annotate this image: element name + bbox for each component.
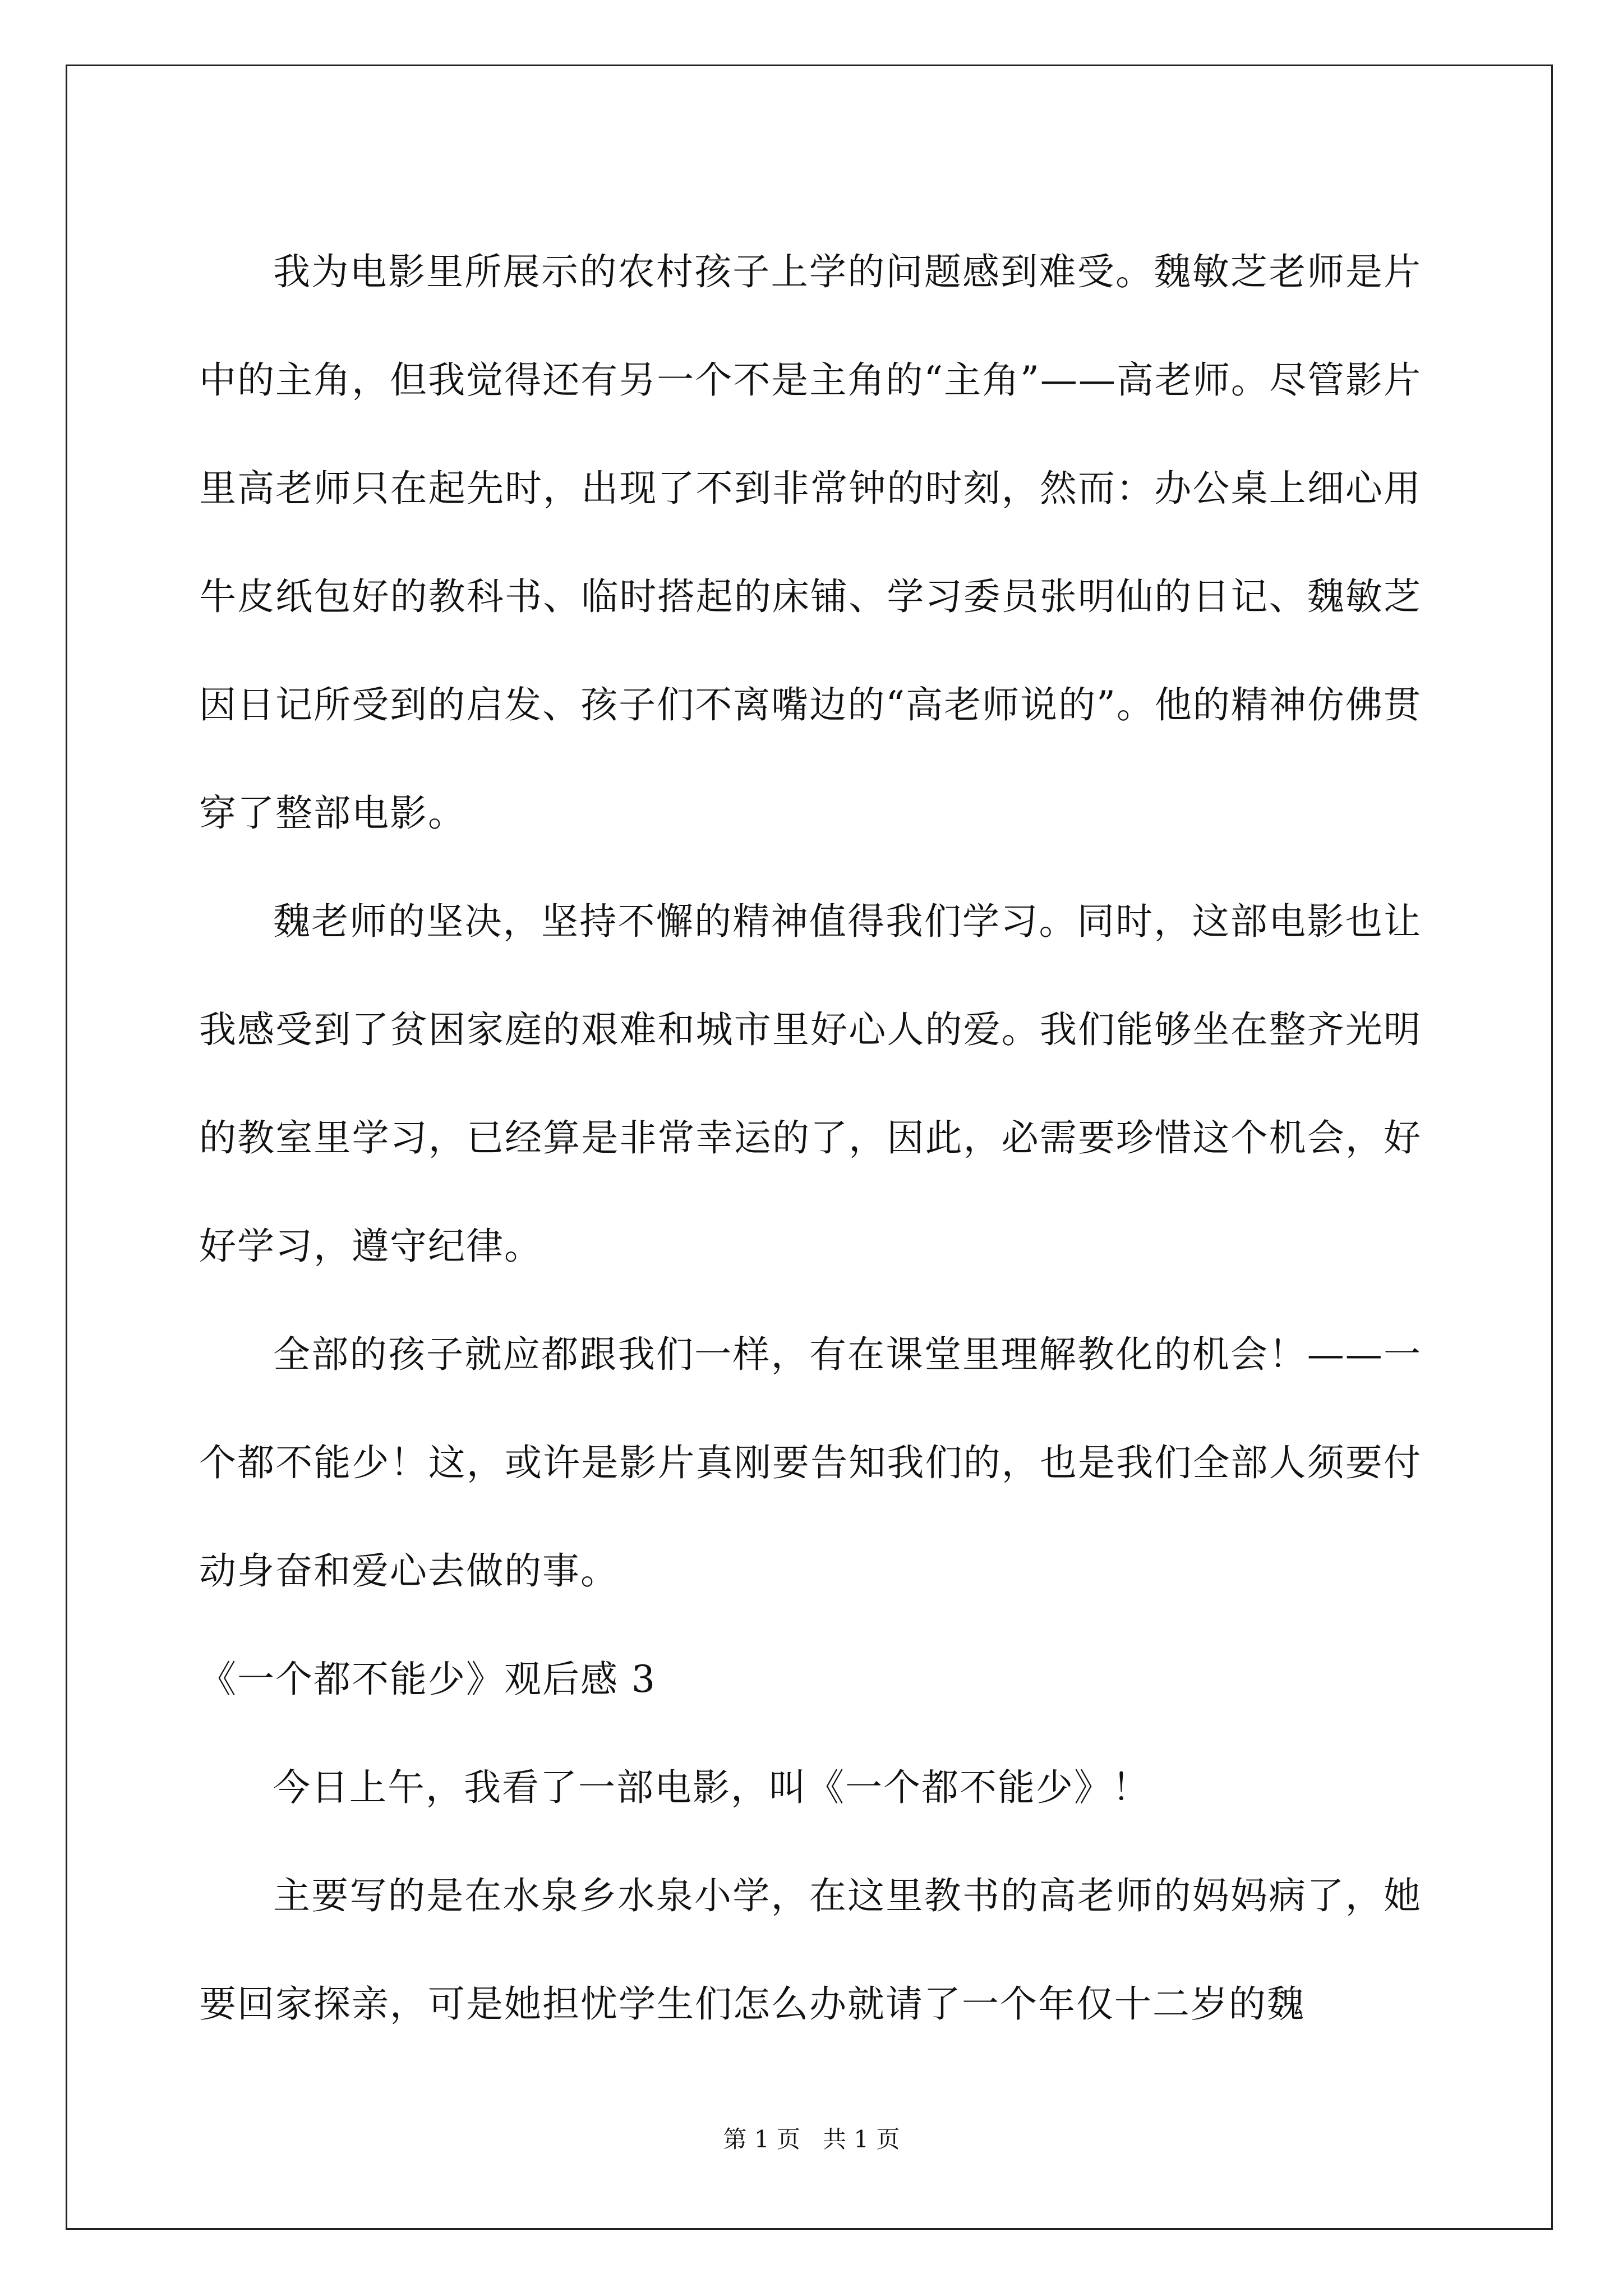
paragraph-3: 全部的孩子就应都跟我们一样，有在课堂里理解教化的机会！——一个都不能少！这，或许是影片真刚要告知我们的，也是我们全部人须要付动身奋和爱心去做的事。 [199,1333,1422,1593]
paragraph-4: 今日上午，我看了一部电影，叫《一个都不能少》！ [273,1766,1150,1809]
paragraph-2: 魏老师的坚决，坚持不懈的精神值得我们学习。同时，这部电影也让我感受到了贫困家庭的艰难和城市里好心人的爱。我们能够坐在整齐光明的教室里学习，已经算是非常幸运的了，因此，必需要珍惜这个机会，好好学习，遵守纪律。 [199,900,1422,1268]
page-footer: 第 1 页 共 1 页 [723,2125,900,2153]
paragraph-1: 我为电影里所展示的农村孩子上学的问题感到难受。魏敏芝老师是片中的主角，但我觉得还有另一个不是主角的“主角”——高老师。尽管影片里高老师只在起先时，出现了不到非常钟的时刻，然而：办公桌上细心用牛皮纸包好的教科书、临时搭起的床铺、学习委员张明仙的日记、魏敏芝因日记所受到的启发、孩子们不离嘴边的“高老师说的”。他的精神仿佛贯穿了整部电影。 [199,250,1422,835]
paragraph-5: 主要写的是在水泉乡水泉小学，在这里教书的高老师的妈妈病了，她要回家探亲，可是她担忧学生们怎么办就请了一个年仅十二岁的魏 [199,1874,1422,2026]
section-heading: 《一个都不能少》观后感 3 [199,1658,656,1701]
document-body [199,218,1422,2058]
